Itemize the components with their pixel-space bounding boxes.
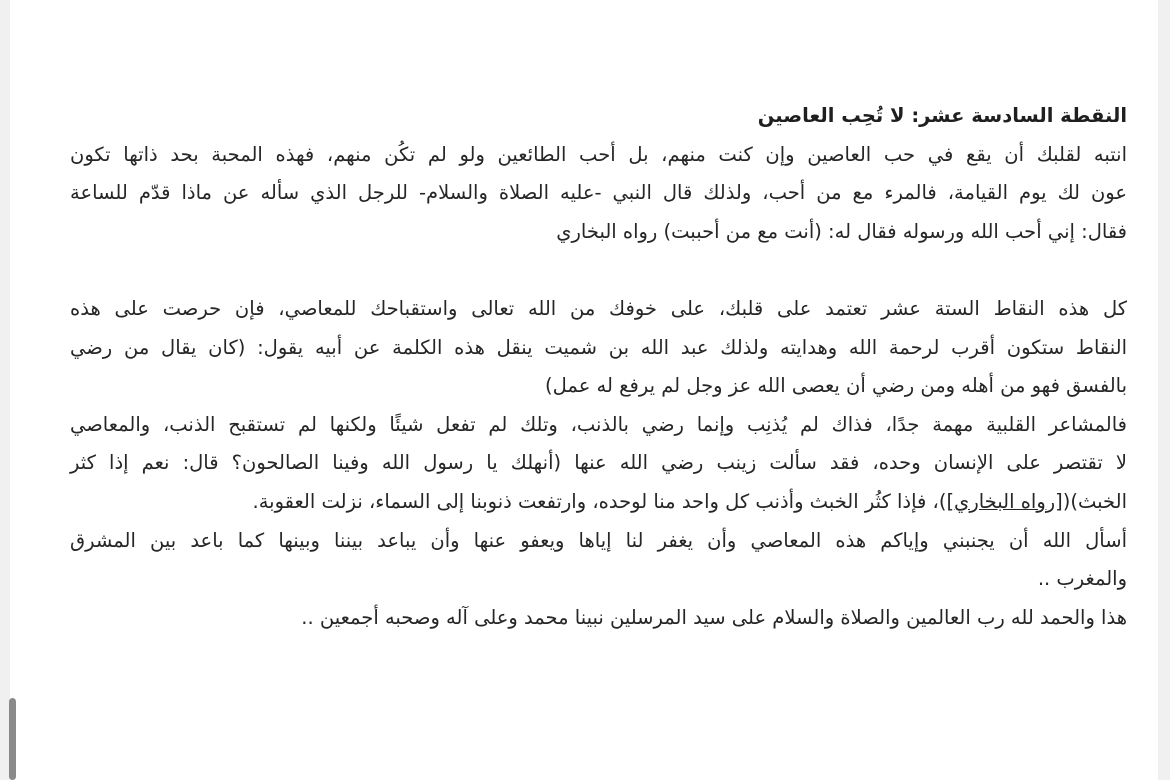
paragraph-2-line-4: فالمشاعر القلبية مهمة جدًا، فذاك لم يُذنِب وإنما رضي بالذنب، وتلك لم تفعل شيئًا ولكنها لم تستقبح الذنب، والمعاصي	[70, 412, 1127, 436]
paragraph-3-line-3: هذا والحمد لله رب العالمين والصلاة والسلام على سيد المرسلين نبينا محمد وعلى آله وصحبه أجمعين ..	[301, 605, 1127, 629]
section-heading: النقطة السادسة عشر: لا تُحِب العاصين	[757, 104, 1127, 127]
paragraph-3-line-2: والمغرب ..	[1037, 567, 1127, 591]
line-6-rest: )، فإذا كثُر الخبث وأذنب كل واحد منا لوحده، وارتفعت ذنوبنا إلى السماء، نزلت العقوبة.	[252, 489, 947, 513]
paragraph-2-line-6	[70, 483, 1127, 522]
paragraph-2-line-5: لا تقتصر على الإنسان وحده، فقد سألت زينب رضي الله عنها (أنهلك يا رسول الله وفينا الصالحون؟ قال: نعم إذا كثر	[70, 451, 1127, 475]
document-page	[10, 0, 1158, 780]
paragraph-spacer	[70, 251, 1127, 290]
scrollbar-thumb[interactable]	[9, 698, 16, 780]
paragraph-3-line-1: أسأل الله أن يجنبني وإياكم هذه المعاصي وأن يغفر لنا إياها ويعفو عنها وأن يباعد بيننا وبينها كما باعد بين المشرق	[70, 528, 1127, 552]
paragraph-1-line-1: انتبه لقلبك أن يقع في حب العاصين وإن كنت منهم، بل أحب الطائعين ولو لم تكُن منهم، فهذه المحبة بحد ذاتها تكون	[70, 142, 1127, 166]
line-6-lead: الخبث)(	[1062, 489, 1127, 513]
article-body	[70, 97, 1127, 637]
paragraph-2-line-3: بالفسق فهو من أهله ومن رضي أن يعصى الله عز وجل لم يرفع له عمل)	[545, 374, 1127, 398]
citation-link[interactable]: [رواه البخاري]	[946, 489, 1063, 513]
paragraph-1-line-3: فقال: إني أحب الله ورسوله فقال له: (أنت مع من أحببت) رواه البخاري	[556, 219, 1127, 243]
paragraph-1-line-2: عون لك يوم القيامة، فالمرء مع من أحب، ولذلك قال النبي -عليه الصلاة والسلام- للرجل الذي سأله عن ماذا قدّم للساعة	[70, 181, 1127, 205]
paragraph-2-line-1: كل هذه النقاط الستة عشر تعتمد على قلبك، على خوفك من الله تعالى واستقباحك للمعاصي، فإن حرصت على هذه	[70, 296, 1127, 320]
paragraph-2-line-2: النقاط ستكون أقرب لرحمة الله وهدايته ولذلك عبد الله بن شميت ينقل هذه الكلمة عن أبيه يقول: (كان يقال من رضي	[70, 335, 1127, 359]
